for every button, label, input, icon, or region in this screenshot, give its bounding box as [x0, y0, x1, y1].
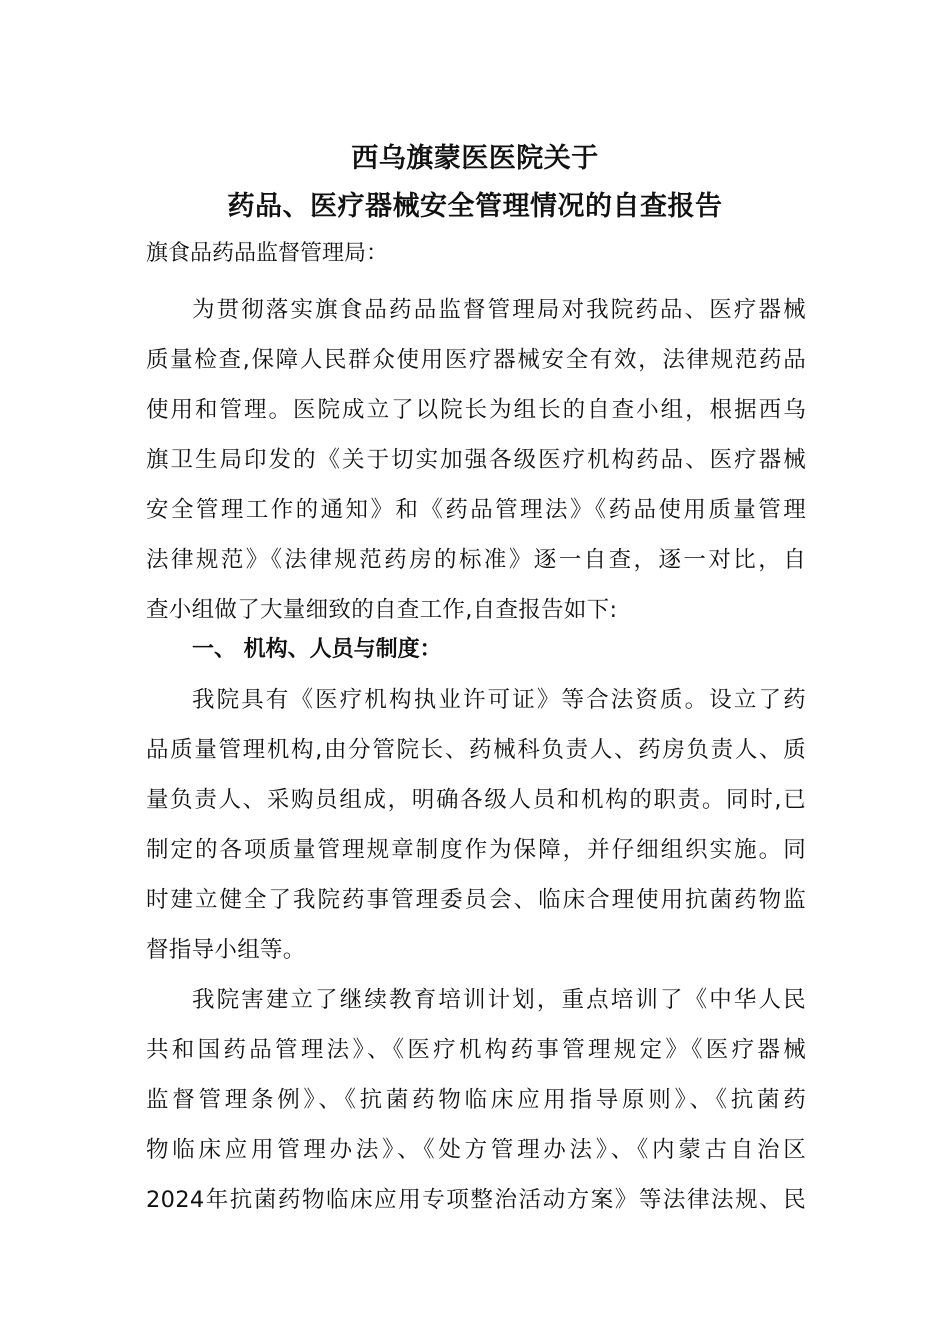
paragraph-line: 法律规范》《法律规范药房的标准》逐一自查，逐一对比，自 — [146, 547, 806, 573]
paragraph-line: 共和国药品管理法》、《医疗机构药事管理规定》《医疗器械 — [146, 1037, 806, 1063]
paragraph-line: 旗卫生局印发的《关于切实加强各级医疗机构药品、医疗器械 — [146, 447, 806, 473]
paragraph-line: 查小组做了大量细致的自查工作,自查报告如下: — [146, 597, 618, 623]
paragraph-line: 安全管理工作的通知》和《药品管理法》《药品使用质量管理 — [146, 497, 806, 523]
section-heading: 一、 机构、人员与制度： — [192, 637, 442, 662]
paragraph-line: 品质量管理机构,由分管院长、药械科负责人、药房负责人、质 — [146, 737, 806, 763]
paragraph-line: 督指导小组等。 — [146, 937, 306, 963]
paragraph-line: 监督管理条例》、《抗菌药物临床应用指导原则》、《抗菌药 — [146, 1087, 806, 1113]
paragraph-line: 我院具有《医疗机构执业许可证》等合法资质。设立了药 — [192, 687, 806, 713]
paragraph-intro — [146, 285, 806, 625]
paragraph-line: 质量检查,保障人民群众使用医疗器械安全有效，法律规范药品 — [146, 347, 806, 373]
document-title-line2: 药品、医疗器械安全管理情况的自查报告 — [227, 191, 723, 222]
salutation: 旗食品药品监督管理局： — [146, 241, 389, 266]
paragraph-line: 制定的各项质量管理规章制度作为保障，并仔细组织实施。同 — [146, 837, 806, 863]
paragraph-institution — [146, 675, 806, 975]
paragraph-line: 使用和管理。医院成立了以院长为组长的自查小组，根据西乌 — [146, 397, 806, 423]
document-title-line1: 西乌旗蒙医医院关于 — [351, 143, 599, 174]
paragraph-line: 2024年抗菌药物临床应用专项整治活动方案》等法律法规、民 — [146, 1187, 806, 1213]
paragraph-line: 物临床应用管理办法》、《处方管理办法》、《内蒙古自治区 — [146, 1137, 806, 1163]
paragraph-line: 时建立健全了我院药事管理委员会、临床合理使用抗菌药物监 — [146, 887, 806, 913]
paragraph-line: 为贯彻落实旗食品药品监督管理局对我院药品、医疗器械 — [192, 297, 806, 323]
paragraph-training — [146, 975, 806, 1235]
paragraph-line: 量负责人、采购员组成，明确各级人员和机构的职责。同时,已 — [146, 787, 806, 813]
paragraph-line: 我院害建立了继续教育培训计划，重点培训了《中华人民 — [192, 987, 806, 1013]
